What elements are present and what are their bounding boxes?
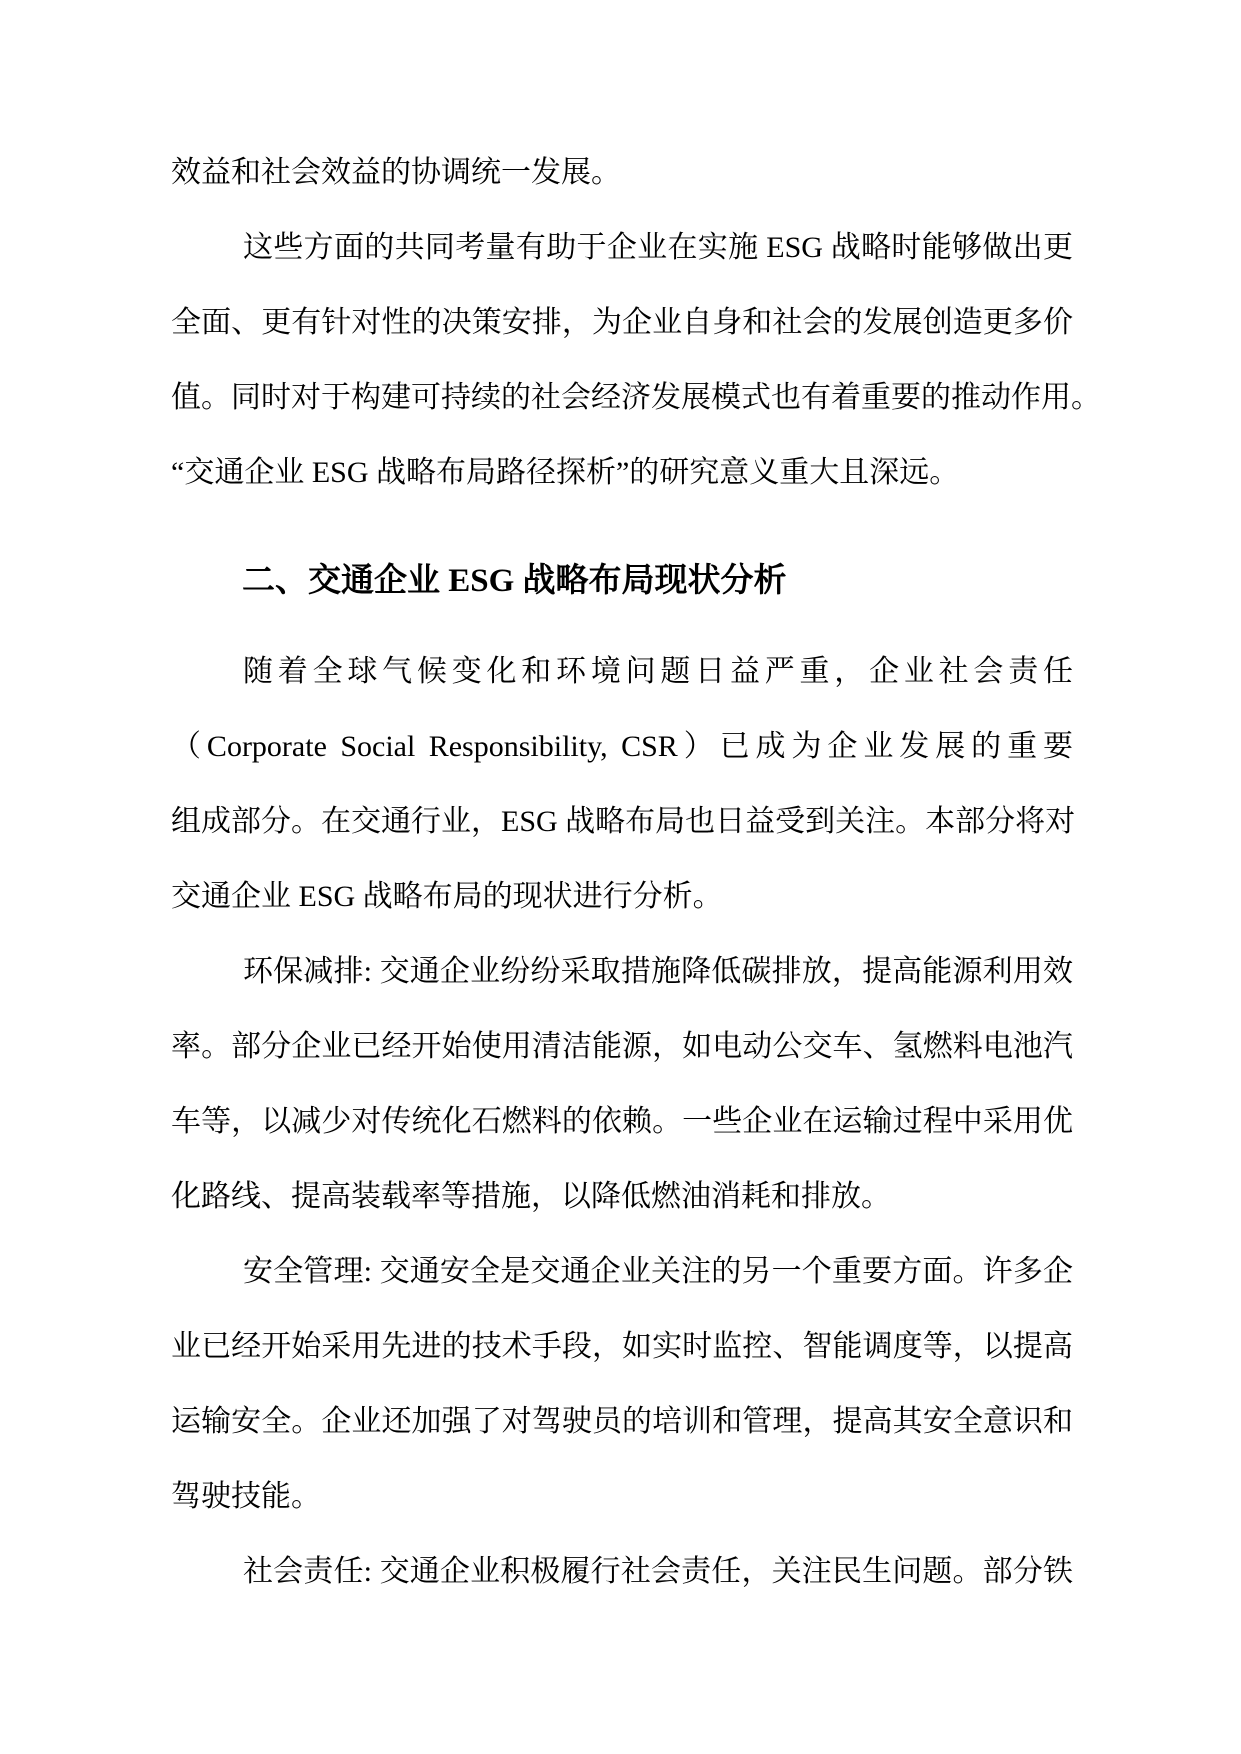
document-body — [171, 135, 1101, 1609]
text-line: 安全管理: 交通安全是交通企业关注的另一个重要方面。许多企 — [243, 1255, 1073, 1288]
section-heading: 二、交通企业 ESG 战略布局现状分析 — [242, 563, 787, 599]
text-line: 交通企业 ESG 战略布局的现状进行分析。 — [171, 880, 723, 913]
text-line: （Corporate Social Responsibility, CSR）已成为企业发展的重要 — [171, 730, 1073, 763]
text-line: 运输安全。企业还加强了对驾驶员的培训和管理，提高其安全意识和 — [171, 1405, 1073, 1438]
text-line: 随着全球气候变化和环境问题日益严重，企业社会责任 — [243, 655, 1073, 688]
text-line: 化路线、提高装载率等措施，以降低燃油消耗和排放。 — [171, 1180, 891, 1213]
text-line: 组成部分。在交通行业，ESG 战略布局也日益受到关注。本部分将对 — [171, 805, 1076, 838]
text-line: 驾驶技能。 — [171, 1480, 321, 1513]
text-line: 值。同时对于构建可持续的社会经济发展模式也有着重要的推动作用。 — [171, 381, 1101, 414]
text-line: 全面、更有针对性的决策安排，为企业自身和社会的发展创造更多价 — [171, 306, 1073, 339]
text-line: 这些方面的共同考量有助于企业在实施 ESG 战略时能够做出更 — [243, 231, 1073, 264]
text-line: 环保减排: 交通企业纷纷采取措施降低碳排放，提高能源利用效 — [243, 955, 1073, 988]
text-line: 效益和社会效益的协调统一发展。 — [171, 156, 621, 189]
text-line: 社会责任: 交通企业积极履行社会责任，关注民生问题。部分铁 — [243, 1555, 1073, 1588]
text-line: 车等，以减少对传统化石燃料的依赖。一些企业在运输过程中采用优 — [171, 1105, 1073, 1138]
text-line: 率。部分企业已经开始使用清洁能源，如电动公交车、氢燃料电池汽 — [171, 1030, 1073, 1063]
text-line: “交通企业 ESG 战略布局路径探析”的研究意义重大且深远。 — [171, 456, 960, 489]
text-line: 业已经开始采用先进的技术手段，如实时监控、智能调度等，以提高 — [171, 1330, 1073, 1363]
